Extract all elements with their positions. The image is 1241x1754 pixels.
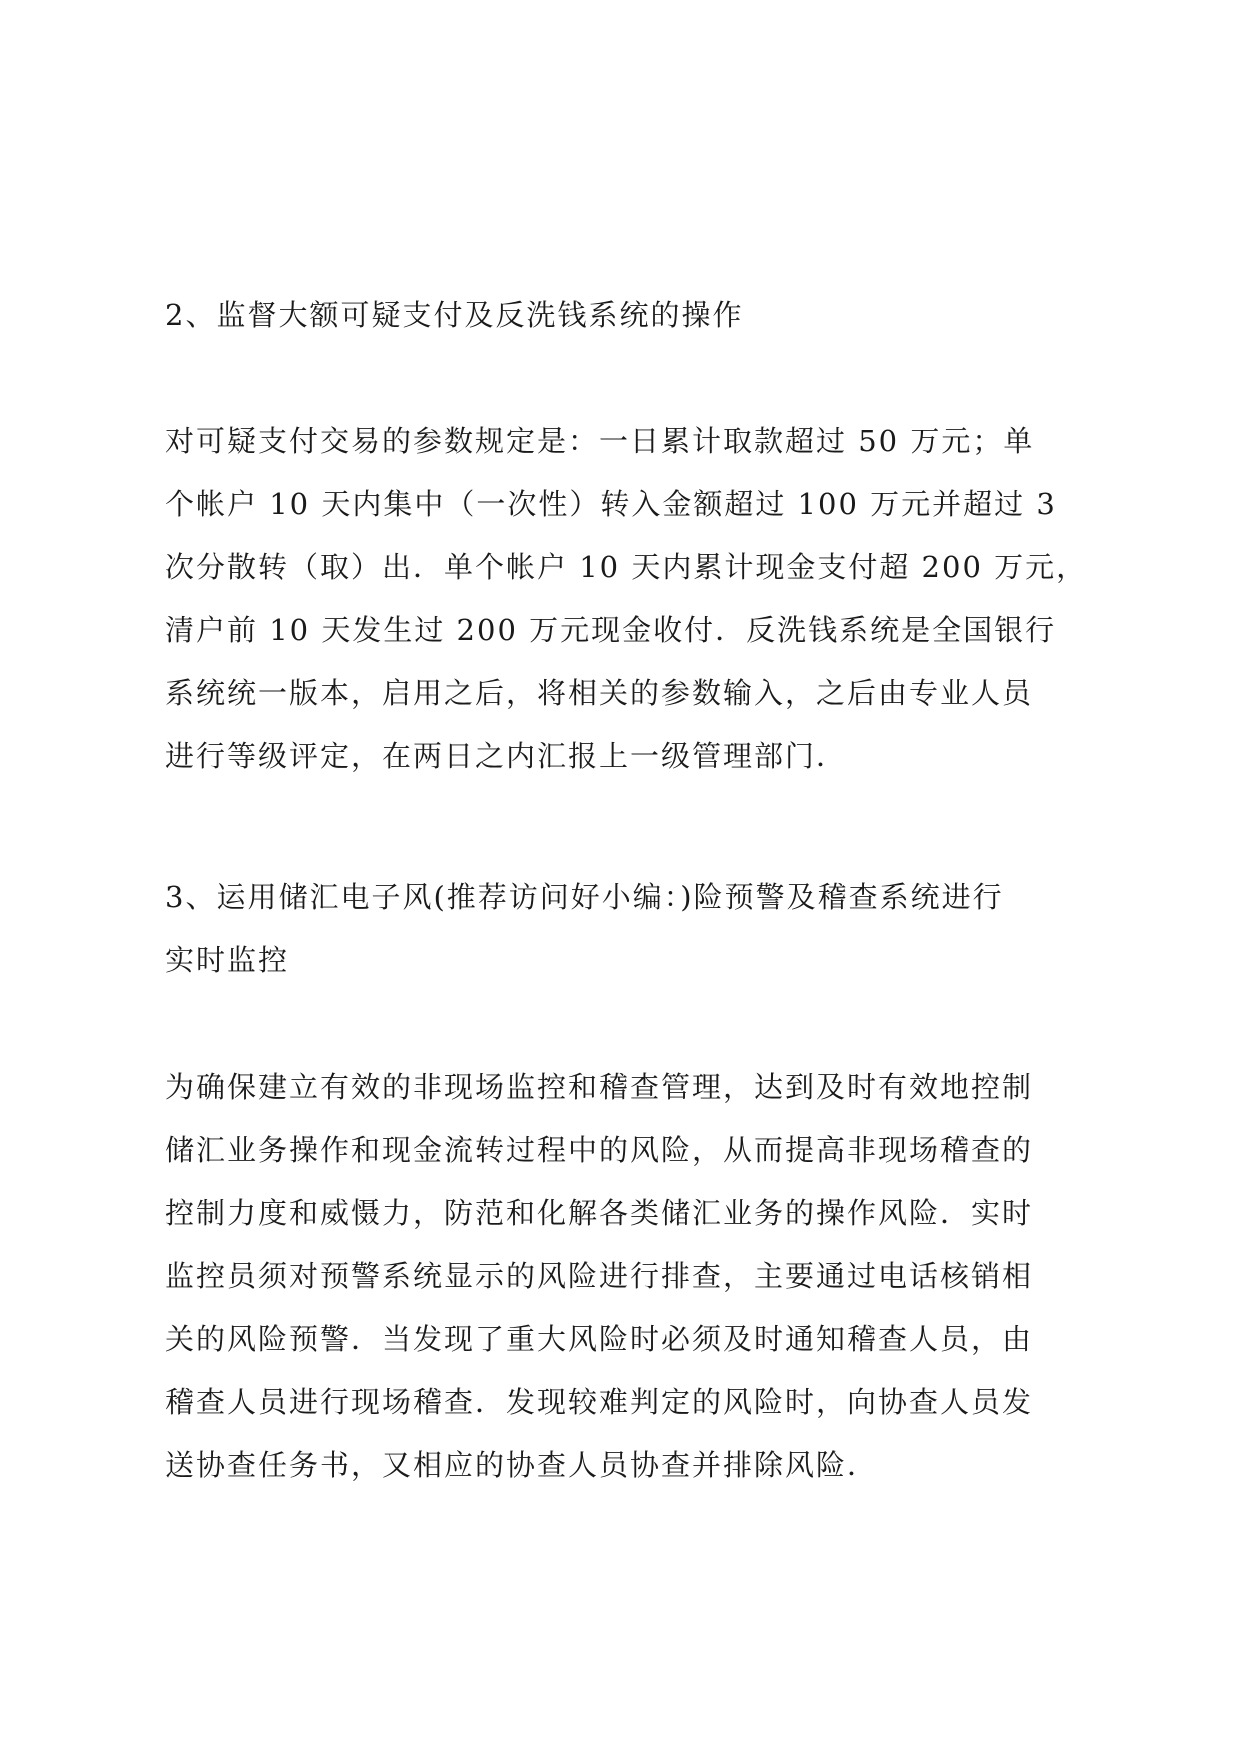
paragraph-line: 储汇业务操作和现金流转过程中的风险，从而提高非现场稽查的 [165, 1133, 1034, 1167]
paragraph-line: 稽查人员进行现场稽查．发现较难判定的风险时，向协查人员发 [165, 1385, 1034, 1419]
paragraph-line: 关的风险预警．当发现了重大风险时必须及时通知稽查人员，由 [165, 1322, 1034, 1356]
section-3-paragraph [165, 1056, 1090, 1497]
paragraph-line: 清户前 10 天发生过 200 万元现金收付．反洗钱系统是全国银行 [165, 613, 1057, 647]
paragraph-line: 个帐户 10 天内集中（一次性）转入金额超过 100 万元并超过 3 [165, 487, 1057, 521]
paragraph-line: 为确保建立有效的非现场监控和稽查管理，达到及时有效地控制 [165, 1070, 1034, 1104]
paragraph-line: 送协查任务书，又相应的协查人员协查并排除风险． [165, 1448, 879, 1482]
paragraph-line: 系统统一版本，启用之后，将相关的参数输入，之后由专业人员 [165, 676, 1034, 710]
paragraph-line: 监控员须对预警系统显示的风险进行排查，主要通过电话核销相 [165, 1259, 1034, 1293]
section-2-paragraph [165, 410, 1090, 788]
paragraph-line: 进行等级评定，在两日之内汇报上一级管理部门． [165, 739, 848, 773]
heading-line: 实时监控 [165, 943, 290, 977]
paragraph-line: 控制力度和威慑力，防范和化解各类储汇业务的操作风险．实时 [165, 1196, 1034, 1230]
heading-line: 2、监督大额可疑支付及反洗钱系统的操作 [165, 298, 744, 332]
section-2-heading [165, 284, 1090, 347]
paragraph-line: 次分散转（取）出．单个帐户 10 天内累计现金支付超 200 万元， [165, 550, 1088, 584]
section-3-heading [165, 866, 1090, 992]
paragraph-line: 对可疑支付交易的参数规定是：一日累计取款超过 50 万元；单 [165, 424, 1035, 458]
heading-line: 3、运用储汇电子风(推荐访问好小编：)险预警及稽查系统进行 [165, 880, 1004, 914]
